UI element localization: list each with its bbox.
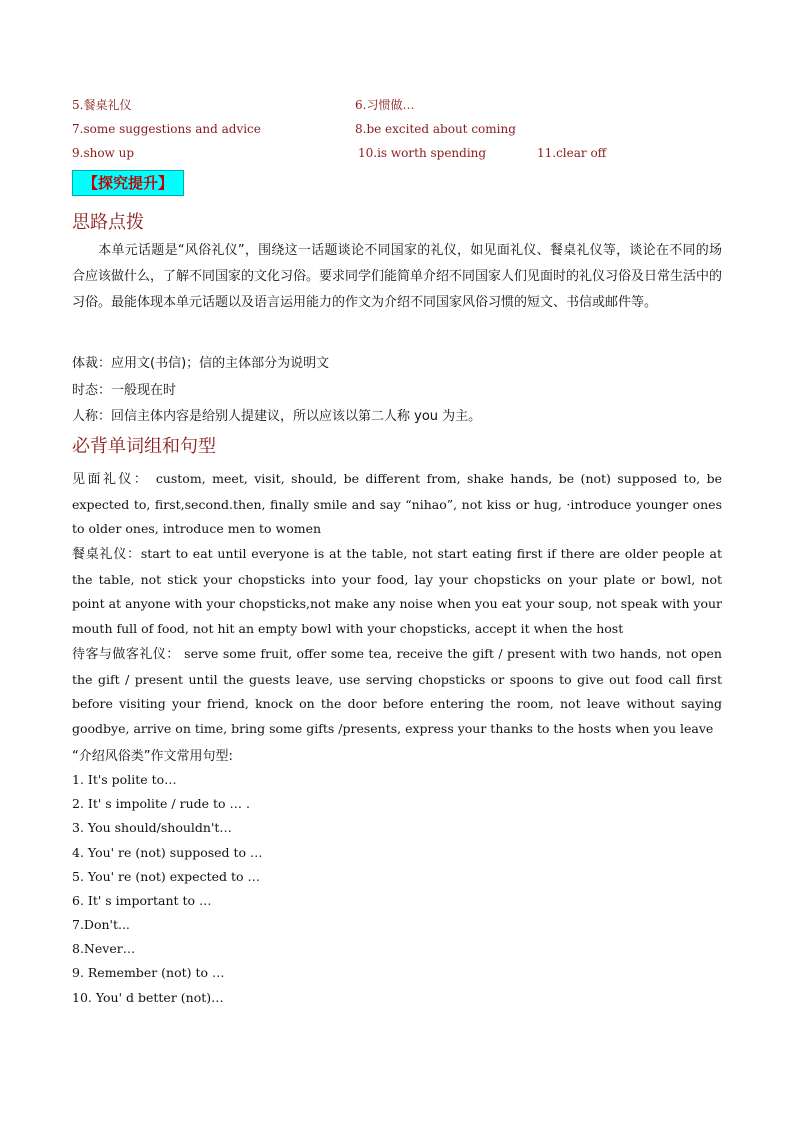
guest-text: serve some fruit, offer some tea, receive the gift / present with two hands, not open the gift / present until the guests leave, use serving chopsticks or spoons to give out food call first before visiting your friend, knock on the door before entering the room, not leave without saying goodbye, arrive on time, bring some gifts /presents, express your thanks to the hosts when you leave <box>72 646 722 736</box>
meeting-label: 见面礼仪： <box>72 472 150 487</box>
answer-item: 11.clear off <box>537 146 607 160</box>
pattern-item: 6. It' s important to … <box>72 893 212 908</box>
section-heading: 必背单词组和句型 <box>72 436 216 457</box>
answer-item: 6.习惯做… <box>355 98 415 112</box>
section-banner: 【探究提升】 <box>72 170 184 196</box>
table-text: start to eat until everyone is at the table, not start eating first if there are older people at the table, not stick your chopsticks into your food, lay your chopsticks on your plate or bowl, not point at anyone with your chopsticks,not make any noise when you eat your soup, not speak with your mouth full of food, not hit an empty bowl with your chopsticks, accept it when the host <box>72 546 722 636</box>
answer-item: 10.is worth spending <box>358 146 487 160</box>
answer-item: 5.餐桌礼仪 <box>72 98 132 112</box>
guest-etiquette-block <box>72 642 722 741</box>
pattern-item: 4. You' re (not) supposed to … <box>72 845 263 860</box>
meeting-etiquette-block <box>72 467 722 542</box>
answer-item: 9.show up <box>72 146 135 160</box>
pattern-item: 8.Never… <box>72 941 136 956</box>
meeting-text: custom, meet, visit, should, be different from, shake hands, be (not) supposed to, be expected to, first,second.then, finally smile and say “nihao”, not kiss or hug, ·introduce younger ones to older ones, introduce men to women <box>72 471 722 536</box>
pattern-item: 2. It' s impolite / rude to … . <box>72 796 250 811</box>
pattern-item: 5. You' re (not) expected to … <box>72 869 260 884</box>
answer-item: 8.be excited about coming <box>355 122 516 136</box>
genre-line: 体裁：应用文(书信)；信的主体部分为说明文 <box>72 356 330 371</box>
table-label: 餐桌礼仪： <box>72 547 141 562</box>
pattern-item: 7.Don't... <box>72 917 130 932</box>
answer-item: 7.some suggestions and advice <box>72 122 261 136</box>
intro-paragraph <box>72 238 722 316</box>
table-etiquette-block <box>72 542 722 641</box>
pattern-item: 10. You' d better (not)… <box>72 990 224 1005</box>
tense-line: 时态：一般现在时 <box>72 383 177 398</box>
pattern-item: 3. You should/shouldn't… <box>72 820 232 835</box>
section-heading: 思路点拨 <box>72 212 144 233</box>
pattern-item: 1. It's polite to… <box>72 772 177 787</box>
patterns-title: “介绍风俗类”作文常用句型: <box>72 749 233 764</box>
person-line: 人称：回信主体内容是给别人提建议，所以应该以第二人称 you 为主。 <box>72 409 482 424</box>
guest-label: 待客与做客礼仪： <box>72 647 180 662</box>
intro-text: 本单元话题是“风俗礼仪”，围绕这一话题谈论不同国家的礼仪，如见面礼仪、餐桌礼仪等，谈论在不同的场合应该做什么，了解不同国家的文化习俗。要求同学们能简单介绍不同国家人们见面时的礼仪习俗及日常生活中的习俗。最能体现本单元话题以及语言运用能力的作文为介绍不同国家风俗习惯的短文、书信或邮件等。 <box>72 243 723 310</box>
pattern-item: 9. Remember (not) to … <box>72 965 225 980</box>
